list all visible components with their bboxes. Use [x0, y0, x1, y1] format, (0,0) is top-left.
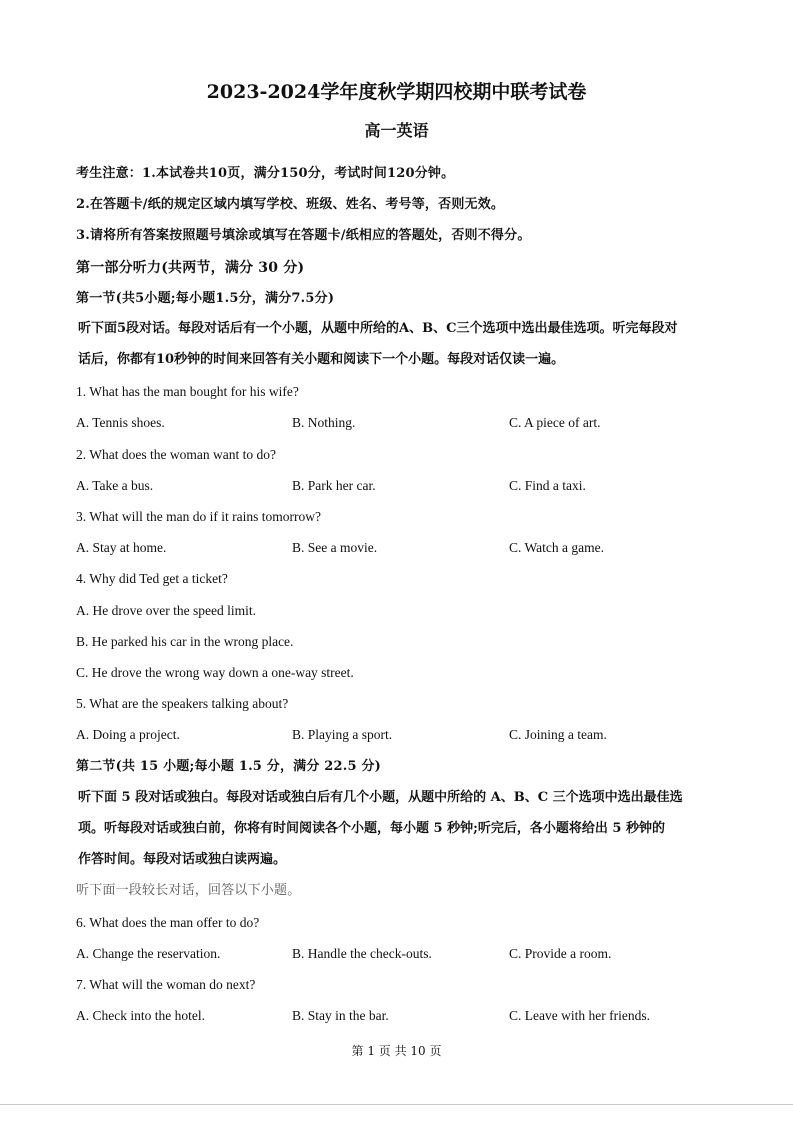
- q6-option-b: B. Handle the check-outs.: [292, 946, 432, 961]
- part1-heading: 第一部分听力(共两节，满分 30 分): [76, 260, 305, 276]
- question-7: 7. What will the woman do next?: [76, 977, 256, 992]
- section2-sub-instruction: 听下面一段较长对话，回答以下小题。: [76, 883, 301, 898]
- notice-line-3: 3.请将所有答案按照题号填涂或填写在答题卡/纸相应的答题处，否则不得分。: [76, 228, 531, 243]
- question-3: 3. What will the man do if it rains tomorrow?: [76, 509, 321, 524]
- q3-option-c: C. Watch a game.: [509, 540, 605, 555]
- bottom-divider: [0, 1104, 793, 1105]
- question-2: 2. What does the woman want to do?: [76, 447, 276, 462]
- page-number: 第 1 页 共 10 页: [351, 1044, 442, 1058]
- q3-option-a: A. Stay at home.: [76, 540, 167, 555]
- section2-heading: 第二节(共 15 小题;每小题 1.5 分，满分 22.5 分): [76, 759, 382, 774]
- section2-instructions: [78, 782, 722, 875]
- notice-line-1: 考生注意：1.本试卷共10页，满分150分，考试时间120分钟。: [76, 166, 455, 181]
- question-4: 4. Why did Ted get a ticket?: [76, 571, 228, 586]
- q1-option-a: A. Tennis shoes.: [76, 415, 165, 430]
- q7-option-a: A. Check into the hotel.: [76, 1008, 205, 1023]
- exam-title: 2023-2024学年度秋学期四校期中联考试卷: [206, 81, 587, 103]
- q3-option-b: B. See a movie.: [292, 540, 378, 555]
- section1-instr-line-2: 话后，你都有10秒钟的时间来回答有关小题和阅读下一个小题。每段对话仅读一遍。: [78, 352, 565, 367]
- section1-heading: 第一节(共5小题;每小题1.5分，满分7.5分): [76, 291, 335, 306]
- question-5: 5. What are the speakers talking about?: [76, 696, 289, 711]
- q5-option-c: C. Joining a team.: [509, 727, 607, 742]
- q6-option-c: C. Provide a room.: [509, 946, 612, 961]
- q7-option-b: B. Stay in the bar.: [292, 1008, 389, 1023]
- question-6: 6. What does the man offer to do?: [76, 915, 260, 930]
- q5-option-a: A. Doing a project.: [76, 727, 180, 742]
- exam-subject: 高一英语: [364, 121, 429, 140]
- q4-option-a: A. He drove over the speed limit.: [76, 603, 256, 618]
- q4-option-b: B. He parked his car in the wrong place.: [76, 634, 294, 649]
- section2-instr-line-3: 作答时间。每段对话或独白读两遍。: [78, 852, 287, 867]
- section1-instr-line-1: 听下面5段对话。每段对话后有一个小题，从题中所给的A、B、C三个选项中选出最佳选项。听完每段对: [78, 321, 678, 336]
- q7-option-c: C. Leave with her friends.: [509, 1008, 650, 1023]
- q4-option-c: C. He drove the wrong way down a one-way street.: [76, 665, 354, 680]
- q2-option-b: B. Park her car.: [292, 478, 376, 493]
- notice-line-2: 2.在答题卡/纸的规定区域内填写学校、班级、姓名、考号等，否则无效。: [76, 197, 505, 212]
- section1-instructions: [78, 313, 722, 375]
- q1-option-b: B. Nothing.: [292, 415, 356, 430]
- q2-option-c: C. Find a taxi.: [509, 478, 586, 493]
- question-1: 1. What has the man bought for his wife?: [76, 384, 299, 399]
- q2-option-a: A. Take a bus.: [76, 478, 154, 493]
- section2-instr-line-1: 听下面 5 段对话或独白。每段对话或独白后有几个小题，从题中所给的 A、B、C 三个选项中选出最佳选: [78, 790, 683, 805]
- q1-option-c: C. A piece of art.: [509, 415, 601, 430]
- q5-option-b: B. Playing a sport.: [292, 727, 393, 742]
- section2-instr-line-2: 项。听每段对话或独白前，你将有时间阅读各个小题，每小题 5 秒钟;听完后，各小题将给出 5 秒钟的: [78, 821, 665, 836]
- q6-option-a: A. Change the reservation.: [76, 946, 221, 961]
